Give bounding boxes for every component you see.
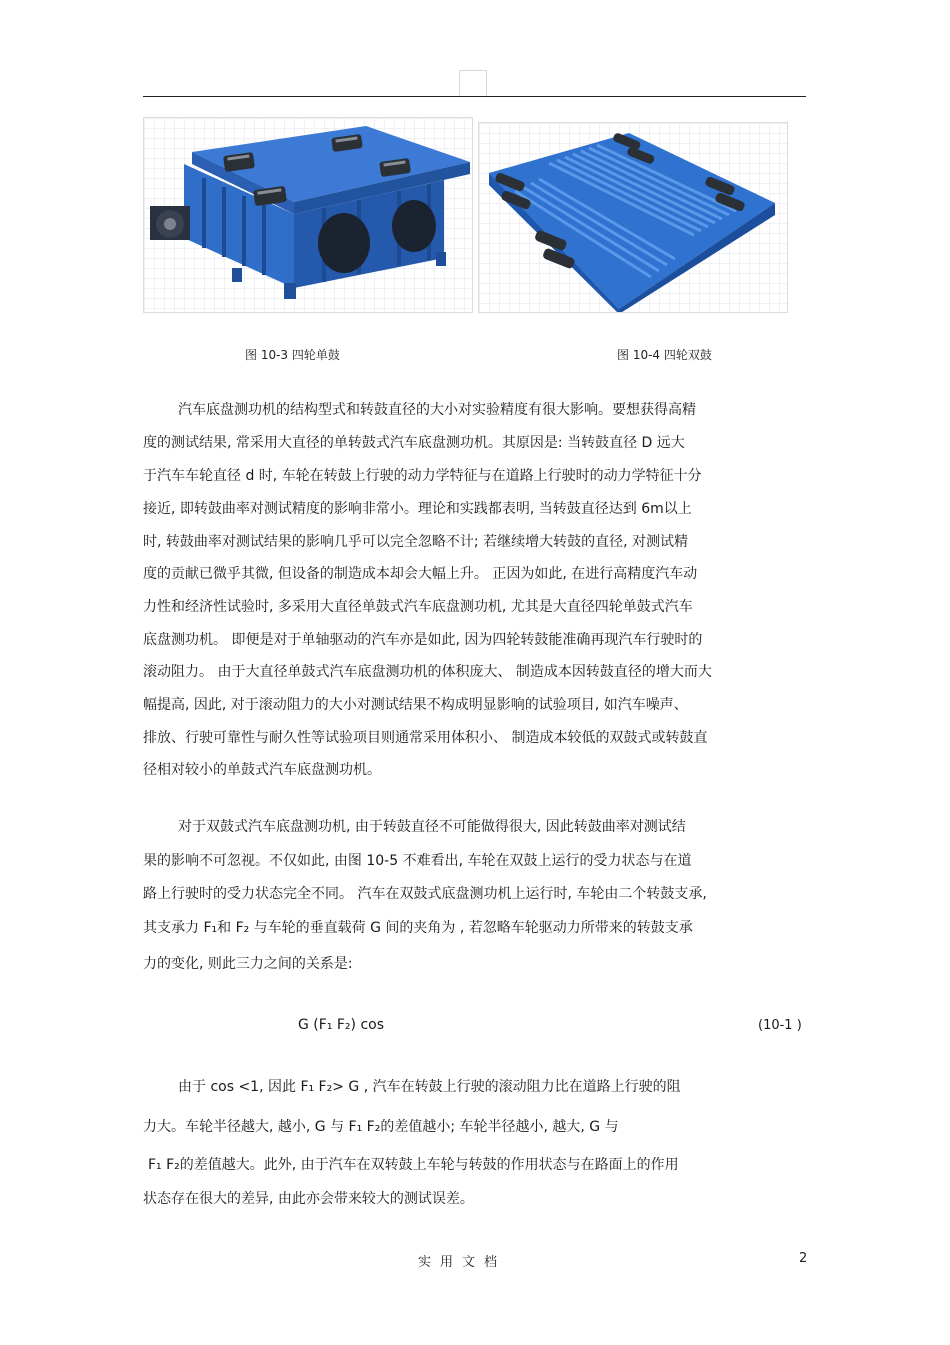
paragraph-1-line: 径相对较小的单鼓式汽车底盘测功机。 [143,762,381,778]
paragraph-2-line: 力的变化, 则此三力之间的关系是: [143,956,353,972]
paragraph-1-line: 底盘测功机。 即便是对于单轴驱动的汽车亦是如此, 因为四轮转鼓能准确再现汽车行驶时的 [143,632,703,648]
paragraph-1-line: 时, 转鼓曲率对测试结果的影响几乎可以完全忽略不计; 若继续增大转鼓的直径, 对测试精 [143,534,688,550]
paragraph-2-line: 果的影响不可忽视。不仅如此, 由图 10-5 不难看出, 车轮在双鼓上运行的受力状态与在道 [143,853,692,869]
paragraph-1-line: 度的贡献已微乎其微, 但设备的制造成本却会大幅上升。 正因为如此, 在进行高精度汽车动 [143,566,698,582]
page-number: 2 [799,1251,808,1266]
footer-label: 实用文档 [418,1255,507,1270]
paragraph-1-line: 度的测试结果, 常采用大直径的单转鼓式汽车底盘测功机。其原因是: 当转鼓直径 D 远大 [143,435,685,451]
equation-10-1: G (F₁ F₂) cos [298,1017,385,1033]
figure-four-wheel-double-drum-photo [478,122,788,313]
header-mark [459,70,487,96]
paragraph-1-line: 排放、行驶可靠性与耐久性等试验项目则通常采用体积小、 制造成本较低的双鼓式或转鼓直 [143,730,708,746]
figure-four-wheel-single-drum-photo [143,117,473,313]
equation-number: (10-1 ) [758,1018,802,1033]
paragraph-3-line: 力大。车轮半径越大, 越小, G 与 F₁ F₂的差值越小; 车轮半径越小, 越大, G 与 [143,1119,619,1135]
paragraph-3-line: F₁ F₂的差值越大。此外, 由于汽车在双转鼓上车轮与转鼓的作用状态与在路面上的作用 [148,1157,679,1173]
figure-caption: 图 10-3 四轮单鼓 [245,348,340,362]
paragraph-3-line: 由于 cos <1, 因此 F₁ F₂> G , 汽车在转鼓上行驶的滚动阻力比在道路上行驶的阻 [178,1079,681,1095]
paragraph-3-line: 状态存在很大的差异, 由此亦会带来较大的测试误差。 [143,1191,474,1207]
figure-caption: 图 10-4 四轮双鼓 [617,348,712,362]
paragraph-1-line: 幅提高, 因此, 对于滚动阻力的大小对测试结果不构成明显影响的试验项目, 如汽车噪声、 [143,697,688,713]
paragraph-2-line: 对于双鼓式汽车底盘测功机, 由于转鼓直径不可能做得很大, 因此转鼓曲率对测试结 [178,819,686,835]
paragraph-1-line: 汽车底盘测功机的结构型式和转鼓直径的大小对实验精度有很大影响。要想获得高精 [178,402,696,418]
paragraph-1-line: 滚动阻力。 由于大直径单鼓式汽车底盘测功机的体积庞大、 制造成本因转鼓直径的增大而大 [143,664,712,680]
paragraph-1-line: 接近, 即转鼓曲率对测试精度的影响非常小。理论和实践都表明, 当转鼓直径达到 6m以上 [143,501,692,517]
header-rule [143,96,806,97]
paragraph-2-line: 路上行驶时的受力状态完全不同。 汽车在双鼓式底盘测功机上运行时, 车轮由二个转鼓支承, [143,886,707,902]
paragraph-2-line: 其支承力 F₁和 F₂ 与车轮的垂直载荷 G 间的夹角为 , 若忽略车轮驱动力所带来的转鼓支承 [143,920,693,936]
paragraph-1-line: 力性和经济性试验时, 多采用大直径单鼓式汽车底盘测功机, 尤其是大直径四轮单鼓式汽车 [143,599,693,615]
paragraph-1-line: 于汽车车轮直径 d 时, 车轮在转鼓上行驶的动力学特征与在道路上行驶时的动力学特征十分 [143,468,702,484]
